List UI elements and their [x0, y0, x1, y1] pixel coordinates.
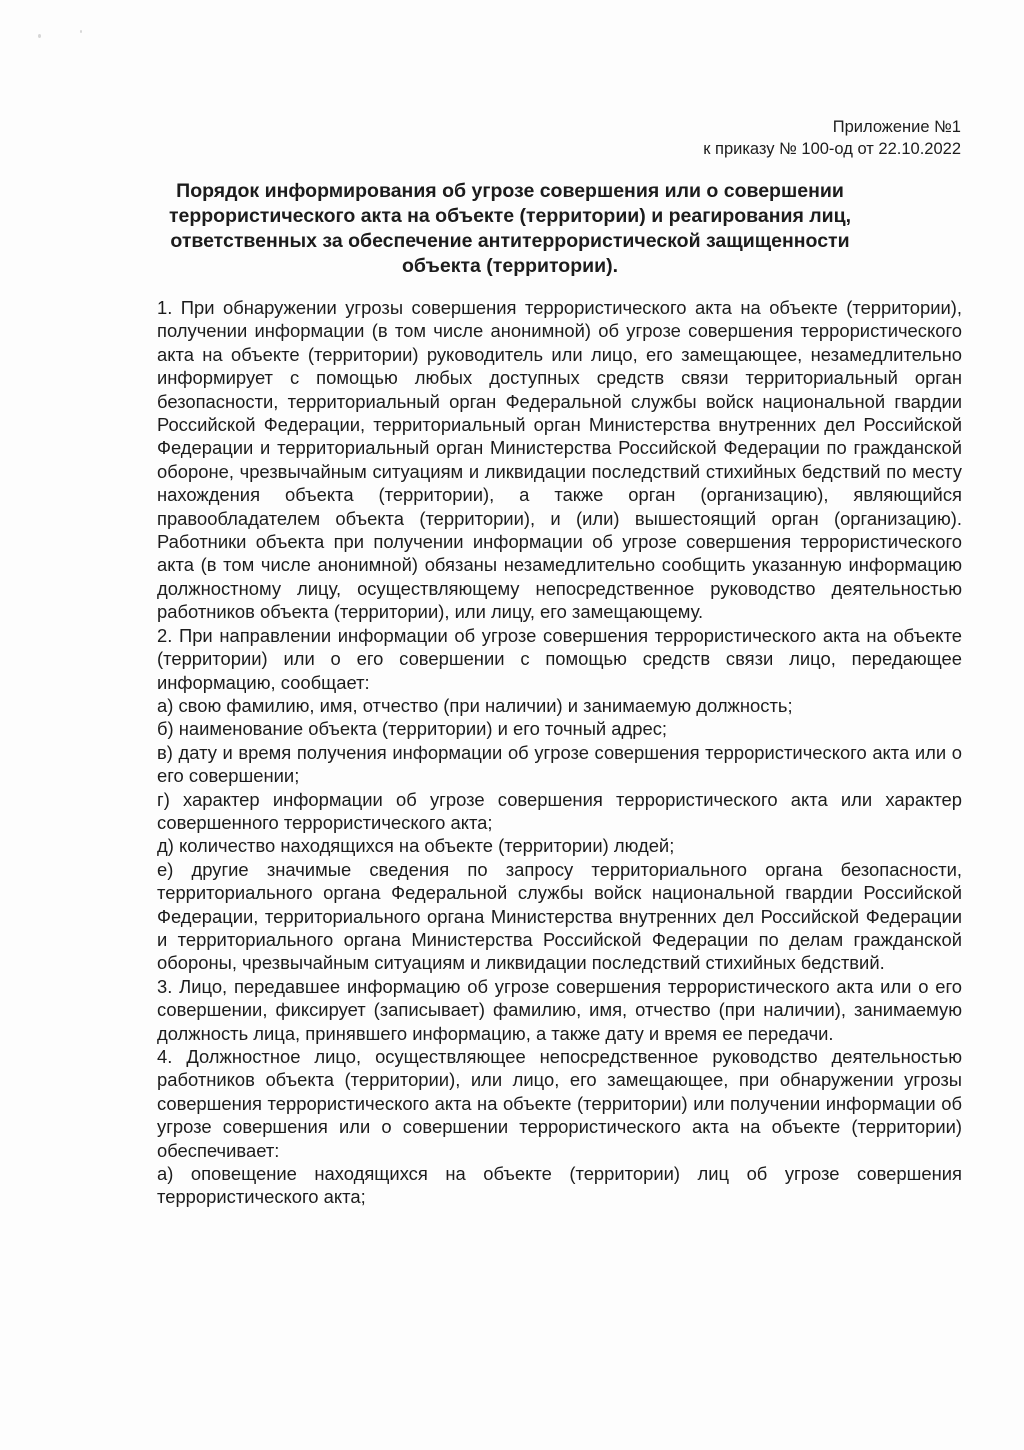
- list-item-2b: б) наименование объекта (территории) и его точный адрес;: [157, 718, 668, 740]
- list-item-2d: г) характер информации об угрозе совершения террористического акта или характер совершенного террористического акта;: [157, 788, 962, 833]
- list-item-2c: в) дату и время получения информации об угрозе совершения террористического акта или о его совершении;: [157, 741, 962, 787]
- list-item-4a: а) оповещение находящихся на объекте (территории) лиц об угрозе совершения террористического акта;: [157, 1163, 962, 1208]
- scan-speck: [38, 34, 41, 38]
- paragraph-4: 4. Должностное лицо, осуществляющее непосредственное руководство деятельностью работников объекта (территории), или лицо, его замещающее, при обнаружении угрозы совершения террористического акта на объекте (территории) или получении информации об угрозе совершения или о совершении террористического акта на объекте (территории) обеспечивает:: [157, 1046, 962, 1161]
- appendix-number: Приложение №1: [832, 118, 961, 136]
- paragraph-2: 2. При направлении информации об угрозе совершения террористического акта на объекте (территории) или о его совершении с помощью средств связи лицо, передающее информацию, сообщает:: [157, 624, 962, 693]
- order-reference: к приказу № 100-од от 22.10.2022: [703, 140, 961, 158]
- paragraph-1: 1. При обнаружении угрозы совершения террористического акта на объекте (территории), получении информации (в том числе анонимной) об угрозе совершения террористического акта на объекте (территории) руководитель или лицо, его замещающее, незамедлительно информирует с помощью любых доступных средств связи территориальный орган безопасности, территориальный орган Федеральной службы войск национальной гвардии Российской Федерации, территориальный орган Министерства внутренних дел Российской Федерации и территориальный орган Министерства Российской Федерации по гражданской обороне, чрезвычайным ситуациям и ликвидации последствий стихийных бедствий по месту нахождения объекта (территории), а также орган (организацию), являющийся правообладателем объекта (территории), и (или) вышестоящий орган (организацию). Работники объекта при получении информации об угрозе совершения террористического акта (в том числе анонимной) обязаны незамедлительно сообщить указанную информацию должностному лицу, осуществляющему непосредственное руководство деятельностью работников объекта (территории), или лицу, его замещающему.: [157, 297, 962, 623]
- document-body: [157, 296, 962, 1209]
- list-item-2f: е) другие значимые сведения по запросу территориального органа безопасности, территориального органа Федеральной службы войск национальной гвардии Российской Федерации, территориального органа Министерства внутренних дел Российской Федерации и территориального органа Министерства Российской Федерации по делам гражданской обороны, чрезвычайным ситуациям и ликвидации последствий стихийных бедствий.: [157, 858, 962, 974]
- list-item-2e: д) количество находящихся на объекте (территории) людей;: [157, 835, 675, 857]
- document-title: Порядок информирования об угрозе совершения или о совершении террористического акта на объекте (территории) и реагирования лиц, ответственных за обеспечение антитеррористической защищенности объекта (территории).: [168, 180, 852, 277]
- paragraph-3: 3. Лицо, передавшее информацию об угрозе совершения террористического акта или о его совершении, фиксирует (записывает) фамилию, имя, отчество (при наличии), занимаемую должность лица, принявшего информацию, а также дату и время ее передачи.: [157, 975, 962, 1044]
- scan-speck: [80, 30, 82, 33]
- appendix-header: [703, 116, 961, 160]
- list-item-2a: а) свою фамилию, имя, отчество (при наличии) и занимаемую должность;: [157, 694, 793, 716]
